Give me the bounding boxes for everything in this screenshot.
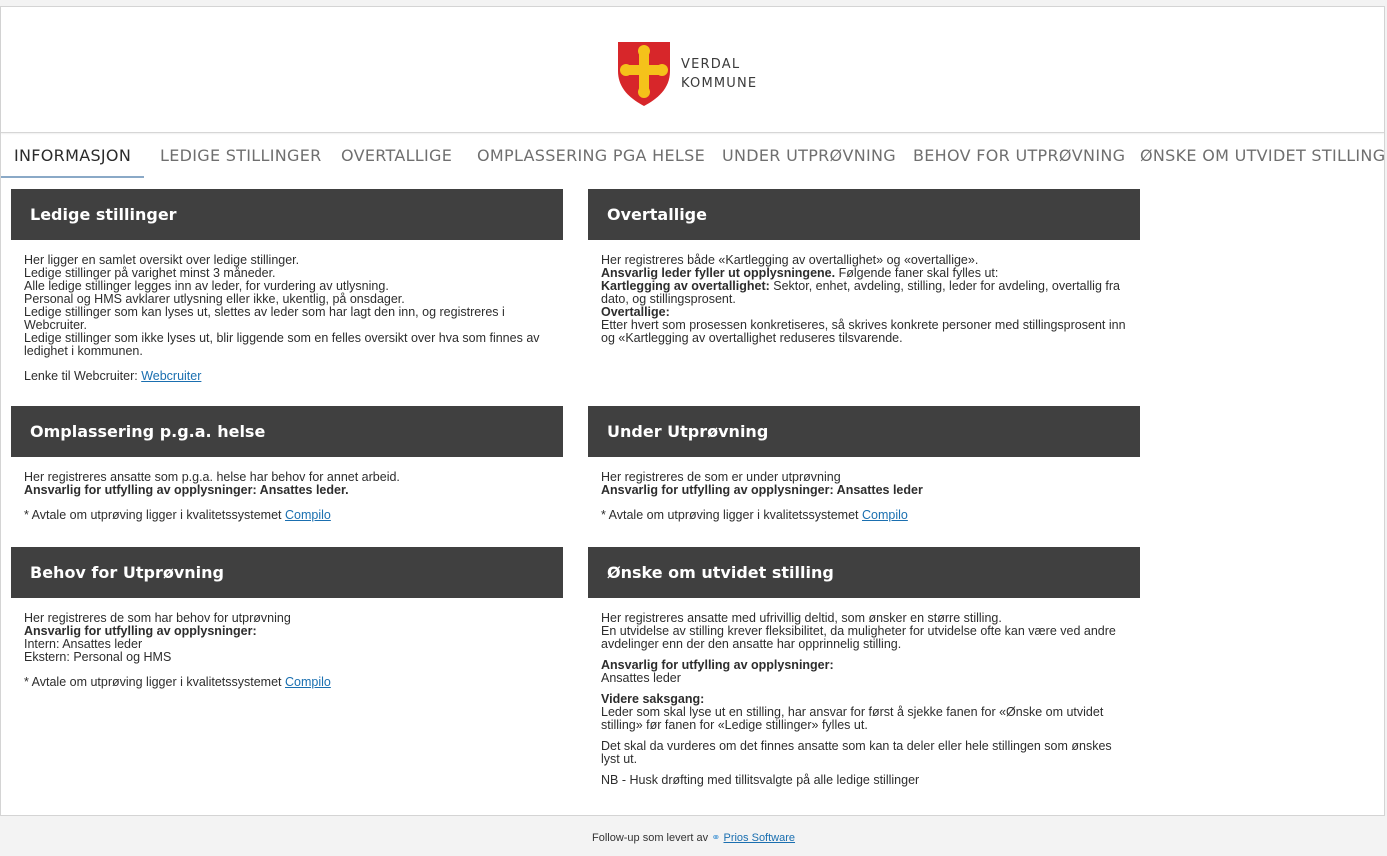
- text-line: Overtallige:: [601, 305, 670, 319]
- text-line: Det skal da vurderes om det finnes ansatte som kan ta deler eller hele stillingen som ønskes lyst ut.: [601, 739, 1112, 766]
- logo-line-1: VERDAL: [681, 57, 741, 72]
- card-title: Overtallige: [588, 189, 1140, 240]
- card-body: [588, 598, 1140, 787]
- text-line: Her registreres de som har behov for utprøvning: [24, 611, 291, 625]
- card-title: Ønske om utvidet stilling: [588, 547, 1140, 598]
- text-line: Her registreres både «Kartlegging av overtallighet» og «overtallige».: [601, 253, 979, 267]
- prios-logo-icon: ⚭: [711, 832, 721, 844]
- card-body: [588, 457, 1140, 522]
- footer-text: Follow-up som levert av: [591, 832, 712, 844]
- text-line: Etter hvert som prosessen konkretiseres, så skrives konkrete personer med stillingsprosent inn og «Kartlegging av overtallighet reduseres tilsvarende.: [601, 318, 1126, 345]
- card-title: Behov for Utprøvning: [11, 547, 563, 598]
- note-text: * Avtale om utprøving ligger i kvalitetssystemet: [24, 508, 285, 522]
- card-under-utproevning: [588, 406, 1140, 522]
- bold-text: Kartlegging av overtallighet:: [601, 279, 770, 293]
- text-line: Ledige stillinger som ikke lyses ut, blir liggende som en felles oversikt over hva som finnes av ledighet i kommunen.: [24, 331, 540, 358]
- card-title: Ledige stillinger: [11, 189, 563, 240]
- compilo-note: [24, 509, 550, 522]
- card-body: [11, 240, 563, 383]
- compilo-note: [24, 676, 550, 689]
- header: [1, 7, 1384, 133]
- tab-informasjon[interactable]: INFORMASJON: [1, 133, 144, 178]
- prios-software-link[interactable]: Prios Software: [723, 832, 796, 844]
- compilo-link[interactable]: Compilo: [285, 675, 331, 689]
- compilo-note: [601, 509, 1127, 522]
- compilo-link[interactable]: Compilo: [862, 508, 908, 522]
- text: Følgende faner skal fylles ut:: [835, 266, 999, 280]
- logo-line-2: KOMMUNE: [681, 76, 758, 91]
- tab-overtallige[interactable]: OVERTALLIGE: [341, 146, 453, 165]
- text-line: Alle ledige stillinger legges inn av leder, for vurdering av utlysning.: [24, 279, 389, 293]
- tab-bar: [1, 133, 1384, 179]
- text: Sektor, enhet, avdeling, stilling, leder for avdeling, overtallig fra dato, og stillingsprosent.: [601, 279, 1120, 306]
- link-prefix: Lenke til Webcruiter:: [24, 369, 142, 383]
- card-title: Under Utprøvning: [588, 406, 1140, 457]
- text-line: Leder som skal lyse ut en stilling, har ansvar for først å sjekke fanen for «Ønske om utvidet stilling» før fanen for «Ledige stillinger» fylles ut.: [601, 705, 1104, 732]
- card-onske-om-utvidet-stilling: [588, 547, 1140, 787]
- bold-text: Ansvarlig leder fyller ut opplysningene.: [601, 266, 836, 280]
- text-line: NB - Husk drøfting med tillitsvalgte på alle ledige stillinger: [601, 773, 920, 787]
- card-behov-for-utproevning: [11, 547, 563, 689]
- card-title: Omplassering p.g.a. helse: [11, 406, 563, 457]
- tab-ledige-stillinger[interactable]: LEDIGE STILLINGER: [160, 146, 322, 165]
- text-line: [601, 280, 1127, 306]
- webcruiter-link[interactable]: Webcruiter: [141, 369, 202, 383]
- coat-of-arms-icon: [617, 41, 671, 107]
- text-line: Her ligger en samlet oversikt over ledige stillinger.: [24, 253, 300, 267]
- card-body: [11, 457, 563, 522]
- text-line: Personal og HMS avklarer utlysning eller ikke, ukentlig, på onsdager.: [24, 292, 405, 306]
- note-text: * Avtale om utprøving ligger i kvalitetssystemet: [601, 508, 862, 522]
- text-line: Her registreres de som er under utprøvning: [601, 470, 841, 484]
- tab-onske-om-utvidet-stilling[interactable]: ØNSKE OM UTVIDET STILLING: [1140, 146, 1386, 165]
- text-line: Her registreres ansatte som p.g.a. helse har behov for annet arbeid.: [24, 470, 400, 484]
- section-heading: Ansvarlig for utfylling av opplysninger:: [601, 658, 834, 672]
- verdal-kommune-logo[interactable]: [617, 41, 757, 107]
- text-line: Ansvarlig for utfylling av opplysninger: Ansattes leder: [601, 483, 923, 497]
- text-line: Ansattes leder: [601, 671, 681, 685]
- logo-text: [681, 55, 757, 93]
- card-body: [588, 240, 1140, 345]
- card-overtallige: [588, 189, 1140, 345]
- note-text: * Avtale om utprøving ligger i kvalitetssystemet: [24, 675, 285, 689]
- compilo-link[interactable]: Compilo: [285, 508, 331, 522]
- text-line: Ansvarlig for utfylling av opplysninger:: [24, 624, 257, 638]
- tab-behov-for-utproevning[interactable]: BEHOV FOR UTPRØVNING: [913, 146, 1126, 165]
- card-ledige-stillinger: [11, 189, 563, 383]
- tab-omplassering-pga-helse[interactable]: OMPLASSERING PGA HELSE: [477, 146, 705, 165]
- text-line: Her registreres ansatte med ufrivillig deltid, som ønsker en større stilling.: [601, 611, 1002, 625]
- card-body: [11, 598, 563, 689]
- text-line: Ledige stillinger på varighet minst 3 måneder.: [24, 266, 276, 280]
- text-line: Ekstern: Personal og HMS: [24, 650, 172, 664]
- footer: [0, 831, 1387, 844]
- app-frame: [0, 6, 1385, 816]
- text-line: Ledige stillinger som kan lyses ut, slettes av leder som har lagt den inn, og registreres i Webcruiter.: [24, 305, 505, 332]
- webcruiter-link-row: [24, 370, 550, 383]
- text-line: Intern: Ansattes leder: [24, 637, 143, 651]
- card-omplassering: [11, 406, 563, 522]
- text-line: En utvidelse av stilling krever fleksibilitet, da muligheter for utvidelse ofte kan være ved andre avdelinger enn der den ansatte har opprinnelig stilling.: [601, 624, 1116, 651]
- section-heading: Videre saksgang:: [601, 692, 705, 706]
- tab-under-utproevning[interactable]: UNDER UTPRØVNING: [722, 146, 896, 165]
- text-line: Ansvarlig for utfylling av opplysninger: Ansattes leder.: [24, 483, 349, 497]
